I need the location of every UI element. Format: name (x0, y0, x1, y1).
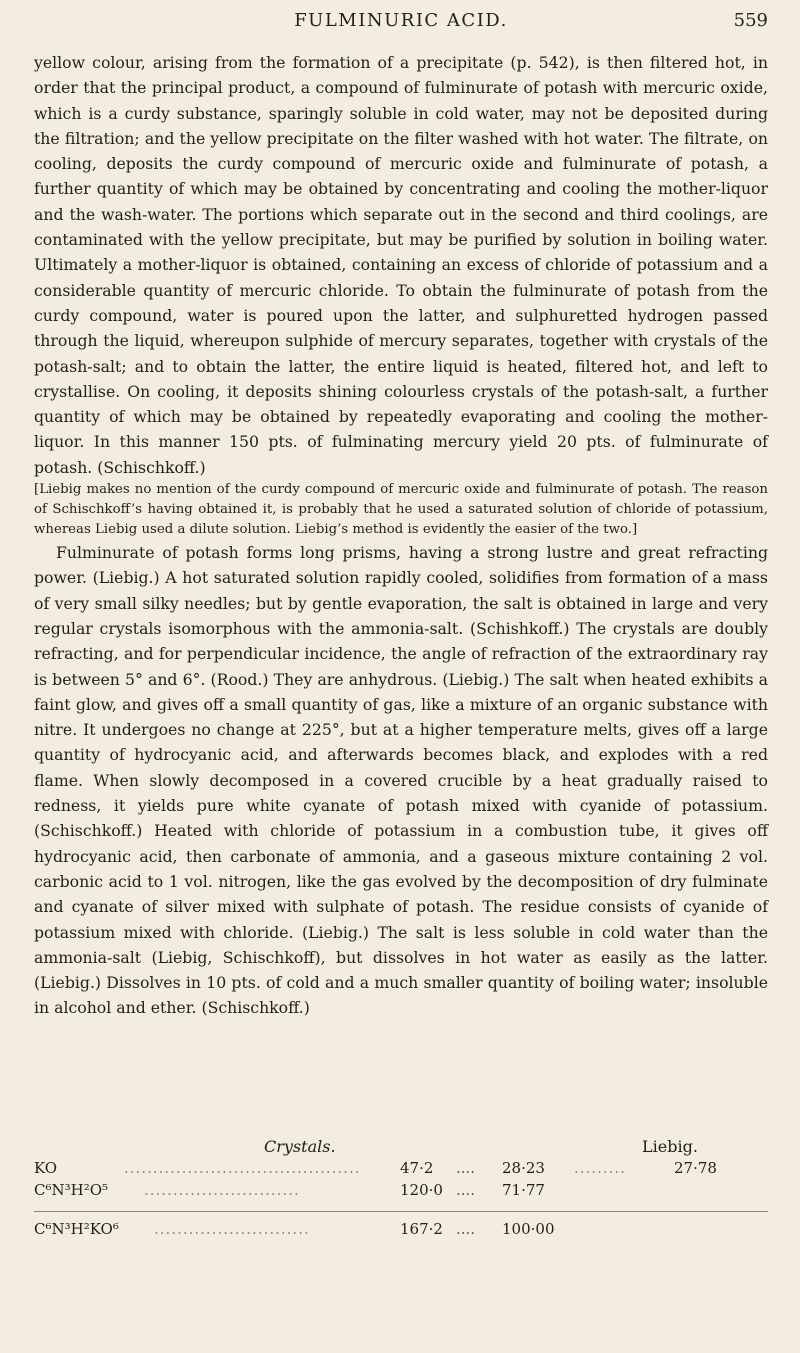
table-total-row (34, 1220, 768, 1242)
total-percent: 100·00 (502, 1220, 555, 1238)
page-number: 559 (733, 10, 768, 31)
total-leader: ........................... (154, 1220, 310, 1238)
table-row (34, 1159, 768, 1181)
row-percent: 71·77 (502, 1181, 545, 1199)
total-formula: C⁶N³H²KO⁶ (34, 1220, 119, 1238)
page-body (34, 50, 768, 1021)
row-ellipsis: .... (456, 1159, 476, 1177)
row-formula: KO (34, 1159, 58, 1177)
row-formula: C⁶N³H²O⁵ (34, 1181, 109, 1199)
paragraph-preparation: yellow colour, arising from the formation of a precipitate (p. 542), is then filtered hot, in order that the principal product, a compound of fulminurate of potash with mercuric oxide, which is a curdy substance, sparingly soluble in cold water, may not be deposited during the filtration; and the yellow precipitate on the filter washed with hot water. The filtrate, on cooling, deposits the curdy compound of mercuric oxide and fulminurate of potash, a further quantity of which may be obtained by concentrating and cooling the mother-liquor and the wash-water. The portions which separate out in the second and third coolings, are contaminated with the yellow precipitate, but may be purified by solution in boiling water. Ultimately a mother-liquor is obtained, containing an excess of chloride of potassium and a considerable quantity of mercuric chloride. To obtain the fulminurate of potash from the curdy compound, water is poured upon the latter, and sulphuretted hydrogen passed through the liquid, whereupon sulphide of mercury separates, together with crystals of the potash-salt; and to obtain the latter, the entire liquid is heated, filtered hot, and left to crystallise. On cooling, it deposits shining colourless crystals of the potash-salt, a further quantity of which may be obtained by repeatedly evaporating and cooling the mother-liquor. In this manner 150 pts. of fulminating mercury yield 20 pts. of fulminurate of potash. (Schischkoff.) (34, 53, 768, 477)
running-head: FULMINURIC ACID. (294, 10, 508, 31)
composition-table (34, 1137, 768, 1242)
row-percent: 28·23 (502, 1159, 545, 1177)
row-ellipsis: .... (456, 1181, 476, 1199)
row-leader: ......................................... (124, 1159, 361, 1177)
total-weight: 167·2 (400, 1220, 443, 1238)
row-weight: 120·0 (400, 1181, 443, 1199)
total-ellipsis: .... (456, 1220, 476, 1238)
table-divider (34, 1211, 768, 1212)
row-leader-2: ......... (574, 1159, 626, 1177)
paragraph-properties: Fulminurate of potash forms long prisms, having a strong lustre and great refracting power. (Liebig.) A hot saturated solution rapidly cooled, solidifies from formation of a mass of very small silky needles; but by gentle evaporation, the salt is obtained in large and very regular crystals isomorphous with the ammonia-salt. (Schishkoff.) The crystals are doubly refracting, and for perpendicular incidence, the angle of refraction of the extraordinary ray is between 5° and 6°. (Rood.) They are anhydrous. (Liebig.) The salt when heated exhibits a faint glow, and gives off a small quantity of gas, like a mixture of an organic substance with nitre. It undergoes no change at 225°, but at a higher temperature melts, gives off a large quantity of hydrocyanic acid, and afterwards becomes black, and explodes with a red flame. When slowly decomposed in a covered crucible by a heat gradually raised to redness, it yields pure white cyanate of potash mixed with cyanide of potassium. (Schischkoff.) Heated with chloride of potassium in a combustion tube, it gives off hydrocyanic acid, then carbonate of ammonia, and a gaseous mixture containing 2 vol. carbonic acid to 1 vol. nitrogen, like the gas evolved by the decomposition of dry fulminate and cyanate of silver mixed with sulphate of potash. The residue consists of cyanide of potassium mixed with chloride. (Liebig.) The salt is less soluble in cold water than the ammonia-salt (Liebig, Schischkoff), but dissolves in hot water as easily as the latter. (Liebig.) Dissolves in 10 pts. of cold and a much smaller quantity of boiling water; insoluble in alcohol and ether. (Schischkoff.) (34, 543, 768, 1018)
heading-crystals: Crystals. (264, 1137, 336, 1156)
row-weight: 47·2 (400, 1159, 434, 1177)
heading-liebig: Liebig. (642, 1137, 698, 1156)
row-leader: ........................... (144, 1181, 300, 1199)
editor-note: [Liebig makes no mention of the curdy compound of mercuric oxide and fulminurate of potash. The reason of Schischkoff’s having obtained it, is probably that he used a saturated solution of chloride of potassium, whereas Liebig used a dilute solution. Liebig’s method is evidently the easier of the two.] (34, 482, 768, 538)
table-row (34, 1181, 768, 1203)
table-headings (34, 1137, 768, 1159)
page-header (34, 10, 768, 40)
row-liebig: 27·78 (674, 1159, 717, 1177)
